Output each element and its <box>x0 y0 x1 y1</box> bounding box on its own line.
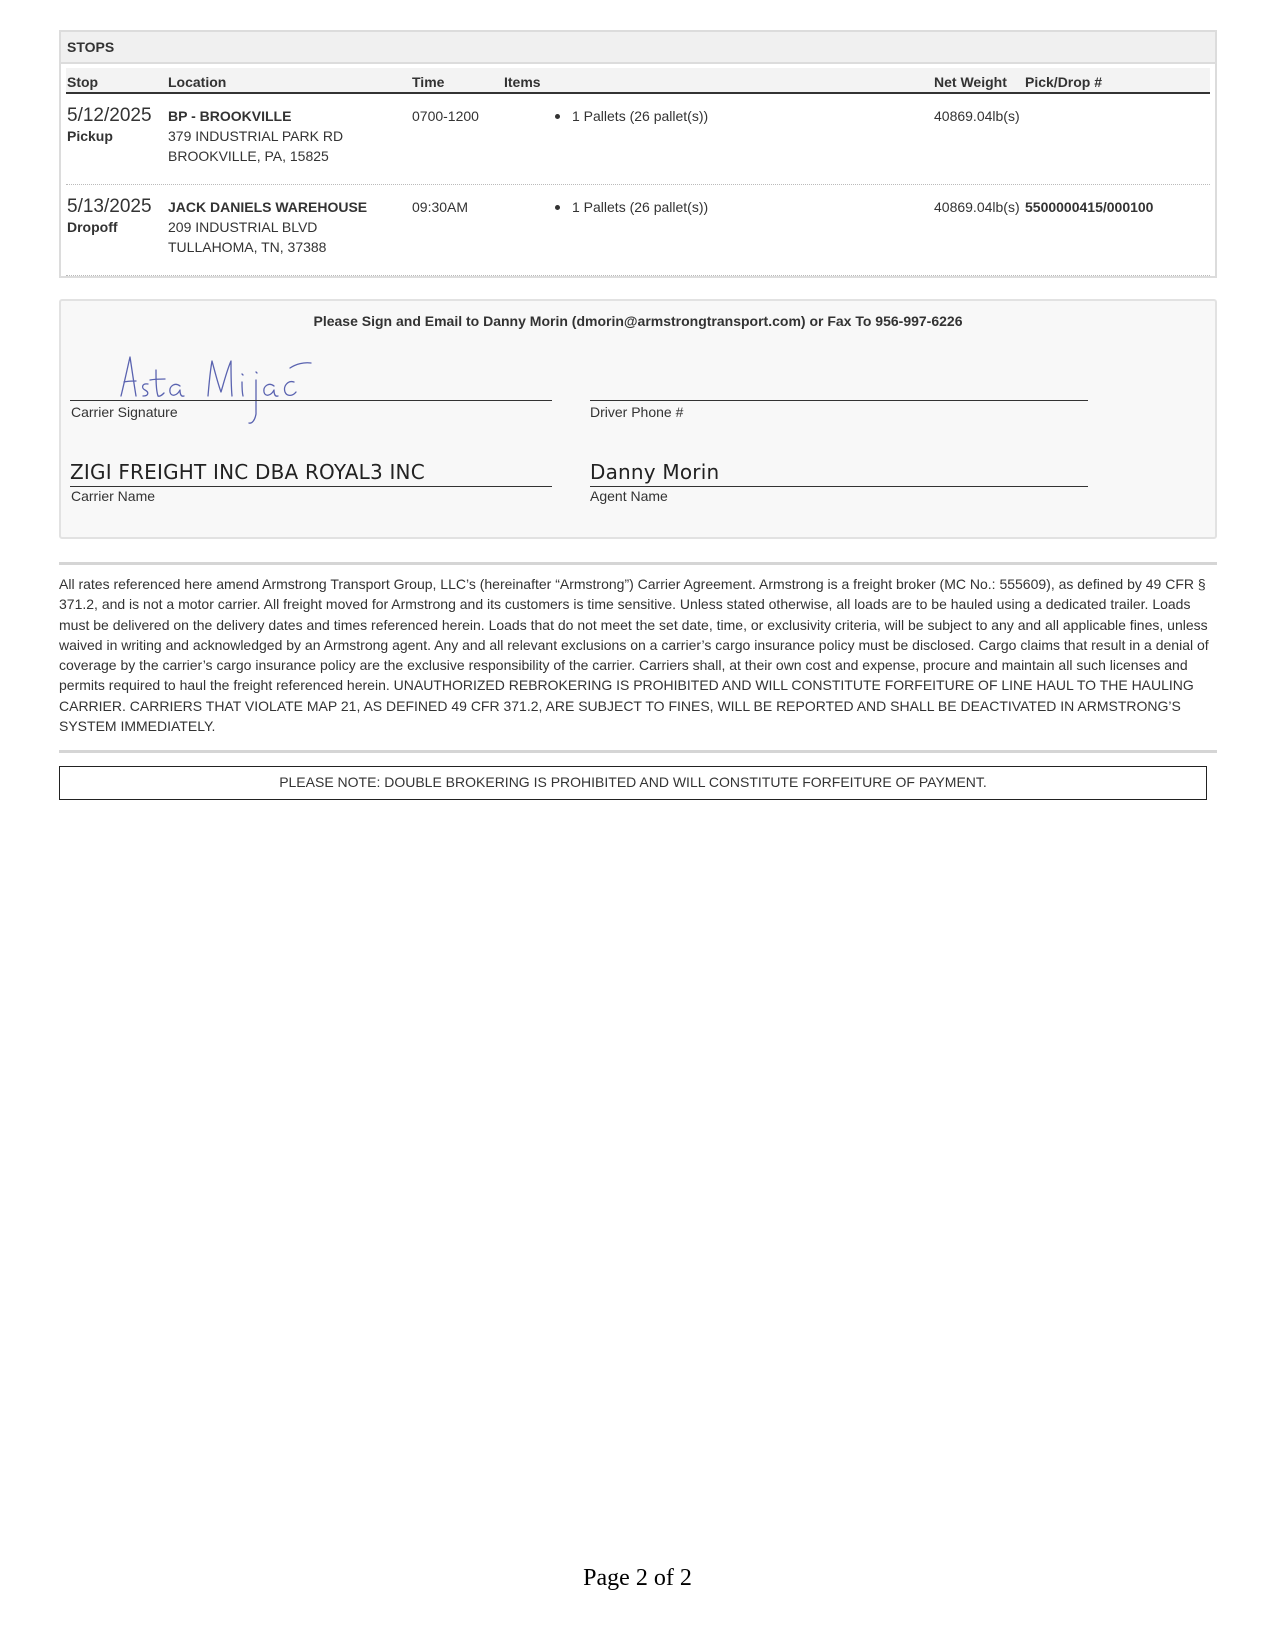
stop-type: Pickup <box>67 128 113 144</box>
divider <box>59 750 1217 753</box>
stop-item <box>555 106 708 126</box>
header-items: Items <box>504 74 541 90</box>
bullet-icon <box>555 205 560 210</box>
agent-name-field[interactable] <box>590 486 1088 487</box>
driver-phone-label: Driver Phone # <box>590 404 684 420</box>
stop-date-cell <box>67 105 152 145</box>
location-name: BP - BROOKVILLE <box>168 108 292 124</box>
stops-title: STOPS <box>61 32 1215 64</box>
stop-type: Dropoff <box>67 219 118 235</box>
carrier-name-field[interactable] <box>70 486 552 487</box>
carrier-name-value: ZIGI FREIGHT INC DBA ROYAL3 INC <box>70 460 425 484</box>
item-text: 1 Pallets (26 pallet(s)) <box>572 199 709 215</box>
stop-weight: 40869.04lb(s) <box>934 108 1020 124</box>
location-address-line1: 379 INDUSTRIAL PARK RD <box>168 128 344 144</box>
stop-location-cell <box>168 197 367 257</box>
terms-paragraph: All rates referenced here amend Armstrong Transport Group, LLC’s (hereinafter “Armstrong”) Carrier Agreement. Armstrong is a freight broker (MC No.: 555609), as defined by 49 CFR § 371.2, and is not a motor carrier. All freight moved for Armstrong and its customers is time sensitive. Unless stated otherwise, all loads are to be hauled using a dedicated trailer. Loads must be delivered on the delivery dates and times referenced herein. Loads that do not meet the set date, time, or exclusivity criteria, will be subject to any and all applicable fines, unless waived in writing and acknowledged by an Armstrong agent. Any and all relevant exclusions on a carrier’s cargo insurance policy must be disclosed. Cargo claims that result in a denial of coverage by the carrier’s cargo insurance policy are the exclusive responsibility of the carrier. Carriers shall, at their own cost and expense, procure and maintain all such licenses and permits required to haul the freight referenced herein. UNAUTHORIZED REBROKERING IS PROHIBITED AND WILL CONSTITUTE FORFEITURE OF LINE HAUL TO THE HAULING CARRIER. CARRIERS THAT VIOLATE MAP 21, AS DEFINED 49 CFR 371.2, ARE SUBJECT TO FINES, WILL BE REPORTED AND SHALL BE DEACTIVATED IN ARMSTRONG’S SYSTEM IMMEDIATELY. <box>59 576 1209 735</box>
driver-phone-field[interactable] <box>590 400 1088 401</box>
location-name: JACK DANIELS WAREHOUSE <box>168 199 368 215</box>
stop-row <box>66 94 1210 185</box>
header-pick-drop: Pick/Drop # <box>1025 74 1103 90</box>
header-net-weight: Net Weight <box>934 74 1007 90</box>
header-time: Time <box>412 74 445 90</box>
double-brokering-note: PLEASE NOTE: DOUBLE BROKERING IS PROHIBITED AND WILL CONSTITUTE FORFEITURE OF PAYMENT. <box>59 766 1207 800</box>
stop-date: 5/12/2025 <box>67 105 152 126</box>
location-address-line2: TULLAHOMA, TN, 37388 <box>168 239 327 255</box>
carrier-signature-line[interactable] <box>70 400 552 401</box>
item-text: 1 Pallets (26 pallet(s)) <box>572 108 709 124</box>
stop-time: 0700-1200 <box>412 108 479 124</box>
stops-table <box>66 68 1210 276</box>
stop-location-cell <box>168 106 343 166</box>
location-address-line1: 209 INDUSTRIAL BLVD <box>168 219 318 235</box>
header-stop: Stop <box>67 74 99 90</box>
stop-pick-drop: 5500000415/000100 <box>1025 199 1154 215</box>
carrier-name-label: Carrier Name <box>71 488 156 504</box>
stops-header-row <box>66 68 1210 94</box>
stop-date: 5/13/2025 <box>67 196 152 217</box>
header-location: Location <box>168 74 227 90</box>
page-number: Page 2 of 2 <box>583 1565 692 1591</box>
stop-item <box>555 197 708 217</box>
bullet-icon <box>555 114 560 119</box>
stops-panel <box>59 30 1217 278</box>
location-address-line2: BROOKVILLE, PA, 15825 <box>168 148 329 164</box>
carrier-signature-label: Carrier Signature <box>71 404 178 420</box>
stop-weight: 40869.04lb(s) <box>934 199 1020 215</box>
divider <box>59 562 1217 565</box>
stop-date-cell <box>67 196 152 236</box>
agent-name-value: Danny Morin <box>590 460 720 484</box>
stop-row <box>66 185 1210 276</box>
signature-instructions: Please Sign and Email to Danny Morin (dmorin@armstrongtransport.com) or Fax To 956-997-6226 <box>313 313 963 329</box>
agent-name-label: Agent Name <box>590 488 668 504</box>
stop-time: 09:30AM <box>412 199 469 215</box>
